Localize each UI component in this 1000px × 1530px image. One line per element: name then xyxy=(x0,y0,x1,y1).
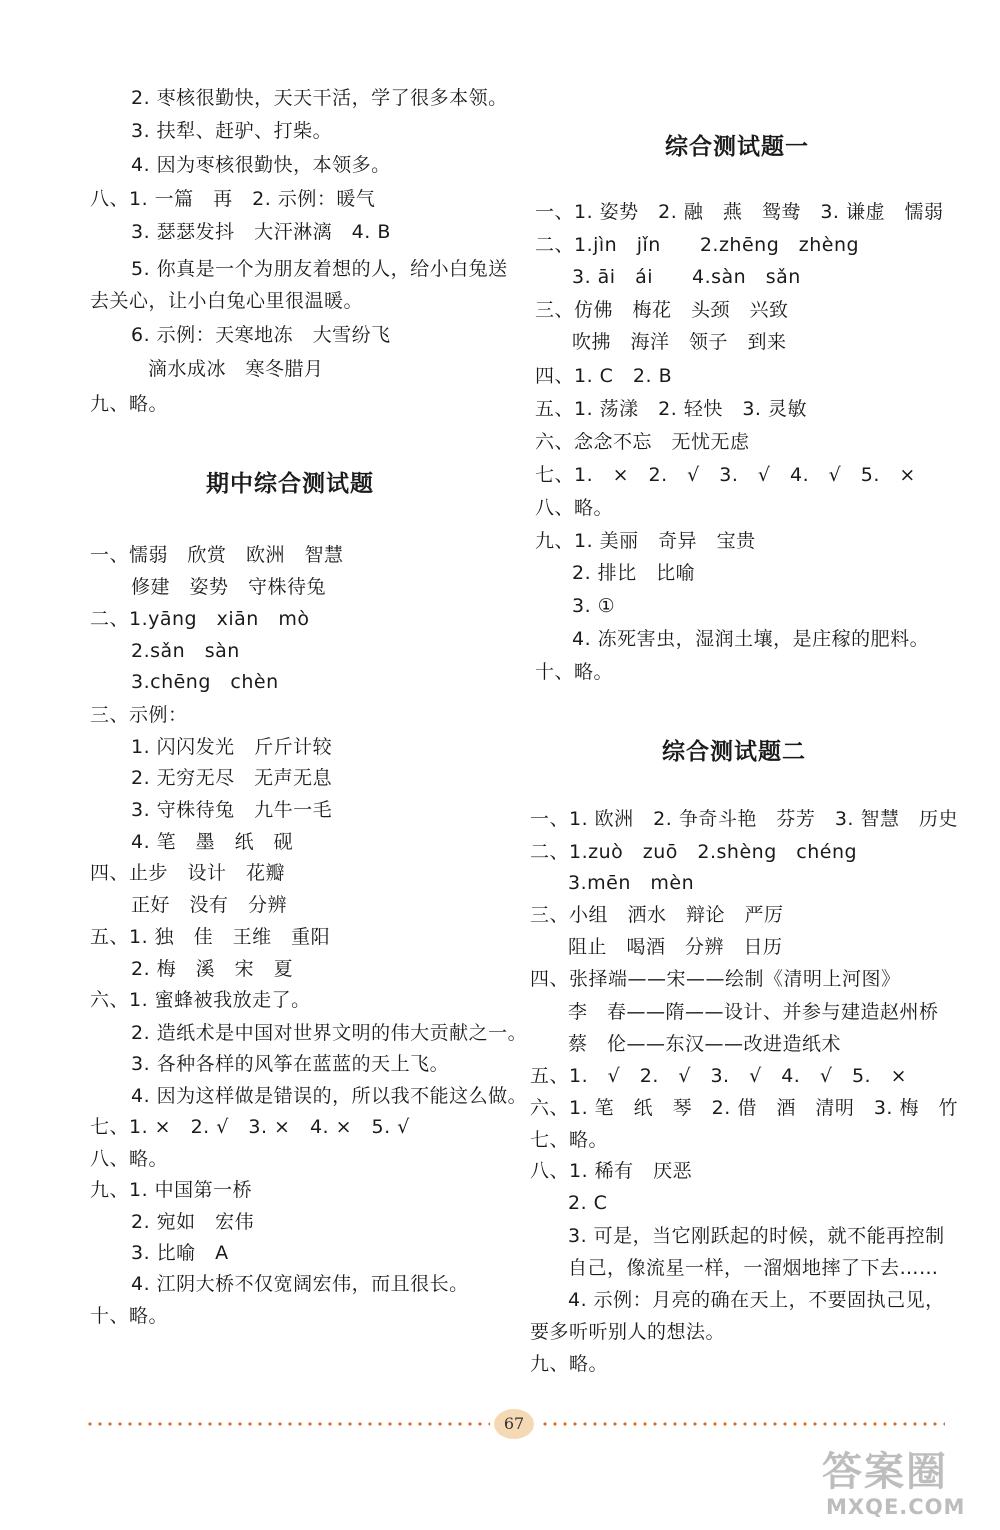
answer-line: 三、示例： xyxy=(90,704,188,726)
answer-line: 五、1. 荡漾 2. 轻快 3. 灵敏 xyxy=(535,398,808,420)
answer-line: 四、张择端——宋——绘制《清明上河图》 xyxy=(530,968,901,990)
section-title: 综合测试题二 xyxy=(662,739,806,765)
answer-line: 八、略。 xyxy=(535,497,614,519)
answer-line: 九、略。 xyxy=(530,1353,609,1375)
answer-line: 自己，像流星一样，一溜烟地摔了下去…… xyxy=(568,1257,939,1279)
answer-line: 2. 排比 比喻 xyxy=(572,562,696,584)
section-title: 综合测试题一 xyxy=(665,134,809,160)
answer-line: 要多听听别人的想法。 xyxy=(530,1321,726,1343)
answer-line: 六、1. 笔 纸 琴 2. 借 酒 清明 3. 梅 竹 xyxy=(530,1097,959,1119)
answer-line: 二、1.zuò zuō 2.shèng chéng xyxy=(530,841,858,863)
answer-line: 阻止 喝酒 分辨 日历 xyxy=(568,936,783,958)
answer-line: 九、1. 中国第一桥 xyxy=(90,1179,253,1201)
answer-line: 3. 扶犁、赶驴、打柴。 xyxy=(131,120,333,142)
answer-line: 六、1. 蜜蜂被我放走了。 xyxy=(90,989,311,1011)
answer-line: 3. āi ái 4.sàn sǎn xyxy=(572,266,801,288)
page-number: 67 xyxy=(494,1409,534,1439)
answer-line: 2. 造纸术是中国对世界文明的伟大贡献之一。 xyxy=(131,1022,528,1044)
answer-line: 4. 因为这样做是错误的，所以我不能这么做。 xyxy=(131,1085,528,1107)
answer-line: 十、略。 xyxy=(535,661,614,683)
answer-line: 李 春——隋——设计、并参与建造赵州桥 xyxy=(568,1001,939,1023)
answer-line: 去关心，让小白兔心里很温暖。 xyxy=(90,290,364,312)
answer-line: 4. 示例：月亮的确在天上，不要固执己见， xyxy=(568,1289,945,1311)
answer-line: 四、1. C 2. B xyxy=(535,365,673,387)
answer-line: 修建 姿势 守株待兔 xyxy=(131,576,327,598)
watermark-logo-text: 答案圈 xyxy=(822,1449,948,1495)
answer-line: 3. 比喻 A xyxy=(131,1242,229,1264)
watermark-url: MXQE.COM xyxy=(826,1495,966,1519)
answer-line: 二、1.jìn jǐn 2.zhēng zhèng xyxy=(535,234,860,256)
answer-line: 十、略。 xyxy=(90,1305,169,1327)
answer-line: 3. ① xyxy=(572,595,616,617)
answer-line: 五、1. 独 佳 王维 重阳 xyxy=(90,926,331,948)
answer-line: 八、略。 xyxy=(90,1148,169,1170)
answer-line: 蔡 伦——东汉——改进造纸术 xyxy=(568,1033,842,1055)
answer-line: 2.sǎn sàn xyxy=(131,640,240,662)
answer-line: 3.mēn mèn xyxy=(568,872,695,894)
answer-line: 三、仿佛 梅花 头颈 兴致 xyxy=(535,299,789,321)
dotted-border-right xyxy=(540,1422,945,1426)
answer-line: 正好 没有 分辨 xyxy=(131,894,288,916)
answer-line: 四、止步 设计 花瓣 xyxy=(90,862,286,884)
answer-line: 七、1. × 2. √ 3. × 4. × 5. √ xyxy=(90,1116,410,1138)
answer-line: 八、1. 稀有 厌恶 xyxy=(530,1160,693,1182)
answer-line: 1. 闪闪发光 斤斤计较 xyxy=(131,736,333,758)
answer-line: 吹拂 海洋 领子 到来 xyxy=(572,331,787,353)
answer-line: 七、略。 xyxy=(530,1129,609,1151)
answer-line: 4. 因为枣核很勤快，本领多。 xyxy=(131,154,391,176)
answer-line: 4. 冻死害虫，湿润土壤，是庄稼的肥料。 xyxy=(572,628,930,650)
answer-line: 3. 可是，当它刚跃起的时候，就不能再控制 xyxy=(568,1225,945,1247)
answer-line: 2. 无穷无尽 无声无息 xyxy=(131,767,333,789)
answer-line: 二、1.yāng xiān mò xyxy=(90,608,310,630)
answer-line: 2. 宛如 宏伟 xyxy=(131,1211,255,1233)
dotted-border-left xyxy=(85,1422,490,1426)
section-title: 期中综合测试题 xyxy=(206,471,374,497)
answer-line: 4. 江阴大桥不仅宽阔宏伟，而且很长。 xyxy=(131,1273,469,1295)
answer-line: 五、1. √ 2. √ 3. √ 4. √ 5. × xyxy=(530,1065,907,1087)
answer-line: 5. 你真是一个为朋友着想的人，给小白兔送 xyxy=(131,258,508,280)
answer-line: 七、1. × 2. √ 3. √ 4. √ 5. × xyxy=(535,464,916,486)
answer-line: 2. 枣核很勤快，天天干活，学了很多本领。 xyxy=(131,87,508,109)
answer-line: 2. C xyxy=(568,1192,608,1214)
answer-line: 3. 守株待兔 九牛一毛 xyxy=(131,799,333,821)
answer-line: 3.chēng chèn xyxy=(131,671,279,693)
answer-line: 3. 各种各样的风筝在蓝蓝的天上飞。 xyxy=(131,1053,450,1075)
answer-line: 2. 梅 溪 宋 夏 xyxy=(131,958,294,980)
answer-line: 3. 瑟瑟发抖 大汗淋漓 4. B xyxy=(131,221,391,243)
answer-line: 三、小组 洒水 辩论 严厉 xyxy=(530,904,784,926)
answer-line: 九、略。 xyxy=(90,393,169,415)
answer-line: 一、1. 姿势 2. 融 燕 鸳鸯 3. 谦虚 懦弱 xyxy=(535,201,944,223)
answer-line: 滴水成冰 寒冬腊月 xyxy=(148,358,324,380)
answer-line: 八、1. 一篇 再 2. 示例：暖气 xyxy=(90,188,376,210)
answer-line: 4. 笔 墨 纸 砚 xyxy=(131,831,294,853)
answer-line: 九、1. 美丽 奇异 宝贵 xyxy=(535,530,756,552)
answer-line: 一、懦弱 欣赏 欧洲 智慧 xyxy=(90,544,344,566)
answer-line: 6. 示例：天寒地冻 大雪纷飞 xyxy=(131,324,391,346)
answer-line: 一、1. 欧洲 2. 争奇斗艳 芬芳 3. 智慧 历史 xyxy=(530,808,959,830)
answer-line: 六、念念不忘 无忧无虑 xyxy=(535,431,750,453)
site-watermark xyxy=(820,1440,995,1525)
